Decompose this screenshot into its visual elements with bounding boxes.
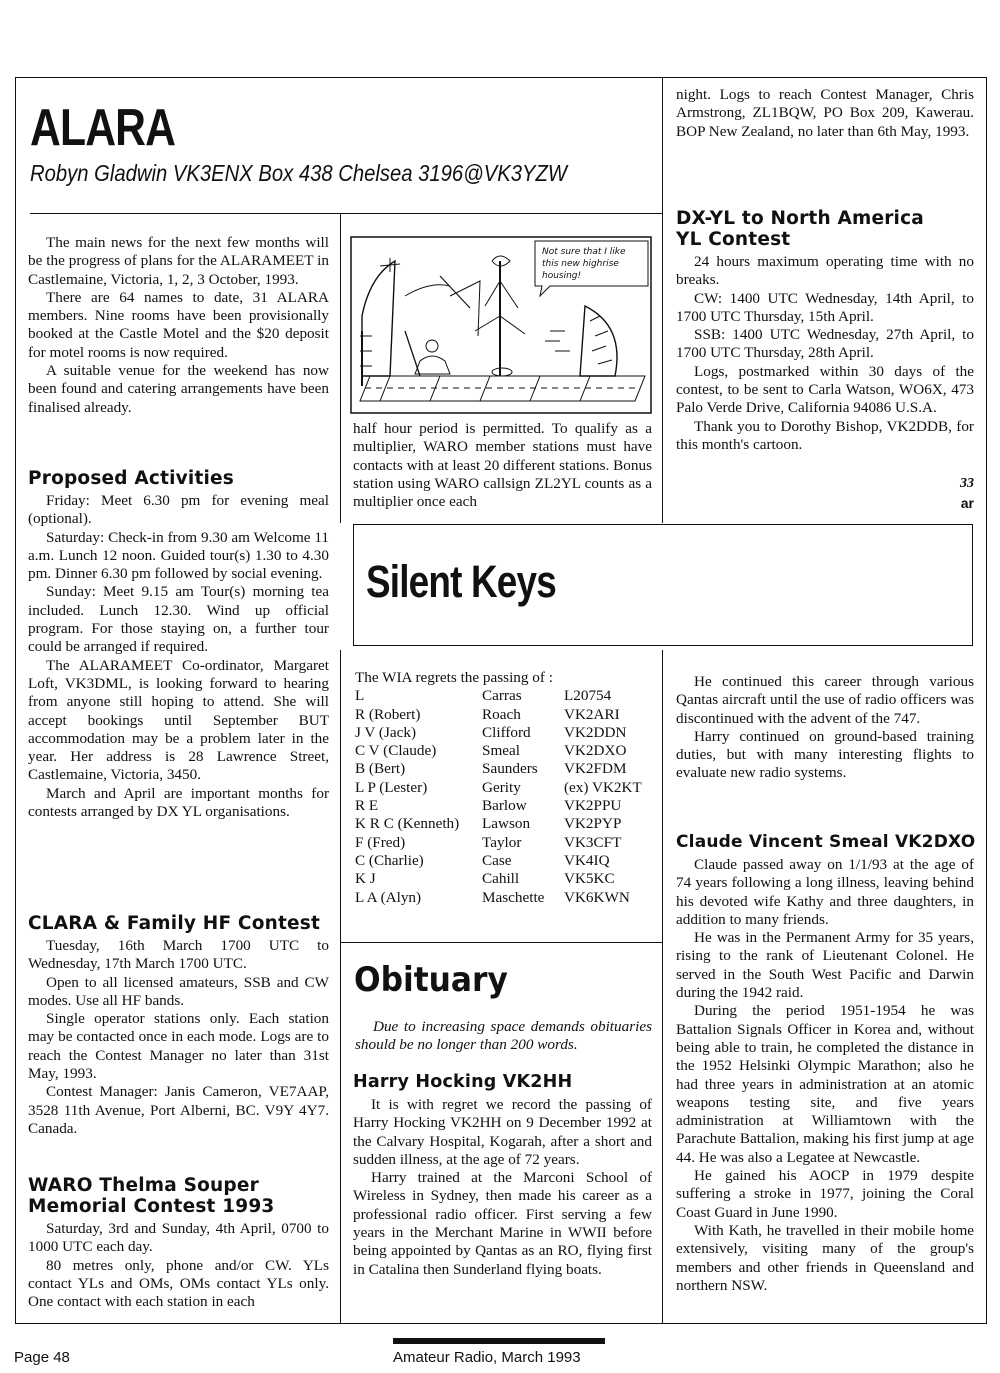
proposed-paragraph: Saturday: Check-in from 9.30 am Welcome 11 a.m. Lunch 12 noon. Guided tour(s) 1.30 to 4.30 pm. Dinner 6.30 pm followed by social evening.: [28, 528, 329, 583]
dxyl-paragraph: Thank you to Dorothy Bishop, VK2DDB, for this month's cartoon.: [676, 417, 974, 453]
silent-keys-table: [355, 687, 654, 907]
obituary-divider: [340, 942, 662, 943]
silent-key-call: VK2FDM: [564, 760, 627, 778]
silent-key-surname: Cahill: [482, 870, 520, 888]
column-rule-2b: [662, 650, 663, 1323]
claude-paragraph: He was in the Permanent Army for 35 years, rising to the rank of Lieutenant Colonel. He served in the South West Pacific and Darwin during the 1942 raid.: [676, 929, 974, 1002]
silent-key-row: [355, 852, 654, 870]
clara-paragraph: Tuesday, 16th March 1700 UTC to Wednesday, 17th March 1700 UTC.: [28, 937, 329, 973]
waro-paragraph: 80 metres only, phone and/or CW. YLs contact YLs and OMs, OMs contact YLs only. One contact with each station in each: [28, 1256, 329, 1311]
silent-key-call: VK2DXO: [564, 742, 627, 760]
silent-keys-list: [355, 669, 655, 907]
column-right-waro: [676, 86, 974, 141]
silent-key-row: [355, 724, 654, 742]
silent-key-call: VK2PPU: [564, 797, 622, 815]
silent-key-given: C (Charlie): [355, 851, 424, 869]
silent-key-surname: Saunders: [482, 760, 538, 778]
proposed-paragraph: March and April are important months for contests arranged by DX YL organisations.: [28, 784, 329, 821]
silent-key-row: [355, 815, 654, 833]
alara-paragraph: A suitable venue for the weekend has now been found and catering arrangements have been finalised already.: [28, 362, 329, 416]
silent-key-call: VK2DDN: [564, 723, 627, 741]
claude-paragraph: With Kath, he travelled in their mobile home extensively, visiting many of the group's members and other friends in Queensland and northern NSW.: [676, 1221, 974, 1294]
dxyl-paragraph: Logs, postmarked within 30 days of the contest, to be sent to Carla Watson, WO6X, 473 Palo Verde Drive, California 94086 U.S.A.: [676, 362, 974, 417]
claude-paragraph: He gained his AOCP in 1979 despite suffering a stroke in 1977, joining the Coral Coast Guard in June 1990.: [676, 1167, 974, 1221]
silent-key-row: [355, 889, 654, 907]
silent-key-given: C V (Claude): [355, 742, 437, 760]
harry-section: [353, 1072, 652, 1279]
magazine-issue: Amateur Radio, March 1993: [393, 1349, 581, 1366]
harry-heading: Harry Hocking VK2HH: [353, 1072, 573, 1092]
harry-continued-paragraph: He continued this career through various Qantas aircraft until the use of radio officers was discontinued with the advent of the 747.: [676, 673, 974, 727]
column-left-top: [28, 234, 329, 417]
waro-continued2: night. Logs to reach Contest Manager, Chris Armstrong, ZL1BQW, PO Box 209, Kawerau. BOP New Zealand, no later than 6th May, 1993.: [676, 86, 974, 140]
claude-paragraph: During the period 1951-1954 he was Battalion Signals Officer in Korea and, without being able to train, he completed the distance in the 1952 Helsinki Olympic Marathon; also he had three years in administration at an atomic weapons testing site, and five years administration at Williamtown with the Parachute Battalion, making his first jump at age 44. He was also a Legatee at Newcastle.: [676, 1002, 974, 1166]
silent-key-given: R (Robert): [355, 705, 421, 723]
obituary-title: Obituary: [354, 960, 508, 1000]
column-rule-1b: [340, 650, 341, 1323]
claude-section: [676, 832, 974, 1295]
harry-paragraph: Harry trained at the Marconi School of Wireless in Sydney, then made his career as a professional radio officer. First serving a few years in the Merchant Marine in WWII before being appointed by Qantas as an RO, flying first in Catalina then Sunderland flying boats.: [353, 1169, 652, 1278]
silent-key-call: (ex) VK2KT: [564, 778, 642, 796]
silent-key-given: L A (Alyn): [355, 888, 422, 906]
proposed-paragraph: Friday: Meet 6.30 pm for evening meal (optional).: [28, 492, 329, 528]
claude-paragraph: Claude passed away on 1/1/93 at the age of 74 years following a long illness, leaving behind his devoted wife Kathy and three daughters, in addition to many friends.: [676, 856, 974, 928]
harry-continued: [676, 673, 974, 783]
alara-title: ALARA: [30, 99, 176, 157]
harry-paragraph: It is with regret we record the passing of Harry Hocking VK2HH on 9 December 1992 at the Calvary Hospital, Kogarah, after a short and sudden illness, at the age of 72 years.: [353, 1096, 652, 1168]
column-rule-2: [662, 78, 663, 523]
silent-key-surname: Gerity: [482, 778, 521, 796]
waro-continued: half hour period is permitted. To qualify as a multiplier, WARO member stations must have contacts with at least 20 different stations. Bonus station using WARO callsign ZL2YL counts as a multiplier once each: [353, 420, 652, 511]
dxyl-heading-line1: DX-YL to North America: [676, 208, 924, 229]
continuation-page-ref: 33: [960, 476, 974, 491]
silent-key-call: VK3CFT: [564, 833, 622, 851]
silent-key-surname: Clifford: [482, 723, 531, 741]
column-left-clara: [28, 913, 329, 1138]
waro-heading-line1: WARO Thelma Souper: [28, 1175, 259, 1196]
silent-key-given: J V (Jack): [355, 723, 417, 741]
silent-key-given: K J: [355, 870, 376, 888]
silent-key-surname: Case: [482, 851, 512, 869]
silent-key-given: L: [355, 687, 365, 705]
alara-paragraph: The main news for the next few months will be the progress of plans for the ALARAMEET in Castlemaine, Victoria, 1, 2, 3 October, 1993.: [28, 234, 329, 288]
waro-paragraph: Saturday, 3rd and Sunday, 4th April, 0700 to 1000 UTC each day.: [28, 1220, 329, 1256]
alara-paragraph: There are 64 names to date, 31 ALARA members. Nine rooms have been provisionally booked at the Castle Motel and the $20 deposit for motel rooms is now required.: [28, 288, 329, 361]
silent-keys-intro: The WIA regrets the passing of :: [355, 669, 553, 686]
silent-key-surname: Maschette: [482, 888, 545, 906]
silent-key-given: F (Fred): [355, 833, 406, 851]
silent-key-surname: Barlow: [482, 797, 527, 815]
silent-key-given: R E: [355, 797, 379, 815]
silent-key-row: [355, 779, 654, 797]
column-left-proposed: [28, 468, 329, 821]
dxyl-paragraph: 24 hours maximum operating time with no breaks.: [676, 253, 974, 289]
silent-key-surname: Taylor: [482, 833, 522, 851]
title-divider: [30, 213, 662, 214]
silent-key-row: [355, 834, 654, 852]
silent-key-call: VK2PYP: [564, 815, 622, 833]
dxyl-heading-line2: YL Contest: [676, 229, 791, 250]
cartoon-caption: Not sure that I like this new highrise housing!: [542, 247, 626, 281]
clara-paragraph: Contest Manager: Janis Cameron, VE7AAP, 3528 11th Avenue, Port Alberni, BC. V9Y 4Y7. Canada.: [28, 1083, 329, 1137]
silent-key-given: B (Bert): [355, 760, 406, 778]
clara-paragraph: Single operator stations only. Each station may be contacted once in each mode. Logs are to reach the Contest Manager no later than 31st May, 1993.: [28, 1010, 329, 1083]
silent-key-given: K R C (Kenneth): [355, 815, 460, 833]
silent-key-surname: Carras: [482, 687, 522, 705]
dxyl-paragraph: SSB: 1400 UTC Wednesday, 27th April, to 1700 UTC Thursday, 28th April.: [676, 326, 974, 362]
clara-heading: CLARA & Family HF Contest: [28, 913, 321, 934]
page-number: Page 48: [14, 1349, 70, 1366]
column-middle-waro: [353, 420, 652, 511]
end-mark: ar: [960, 495, 974, 511]
silent-key-surname: Roach: [482, 705, 521, 723]
alara-byline: Robyn Gladwin VK3ENX Box 438 Chelsea 3196@VK3YZW: [30, 160, 567, 186]
column-right-dxyl: [676, 208, 974, 454]
proposed-heading: Proposed Activities: [28, 468, 234, 489]
silent-key-row: [355, 870, 654, 888]
clara-paragraph: Open to all licensed amateurs, SSB and CW modes. Use all HF bands.: [28, 973, 329, 1009]
proposed-paragraph: Sunday: Meet 9.15 am Tour(s) morning tea included. Lunch 12.30. Wind up official program. For those staying on, a further tour could be arranged if required.: [28, 583, 329, 656]
claude-heading: Claude Vincent Smeal VK2DXO: [676, 832, 976, 852]
silent-key-call: VK4IQ: [564, 851, 610, 869]
column-rule-1: [340, 213, 341, 523]
silent-key-row: [355, 706, 654, 724]
silent-key-call: VK5KC: [564, 870, 615, 888]
silent-key-call: VK6KWN: [564, 888, 630, 906]
silent-key-row: [355, 797, 654, 815]
silent-key-call: VK2ARI: [564, 705, 620, 723]
obituary-note: [355, 1018, 652, 1055]
waro-heading-line2: Memorial Contest 1993: [28, 1196, 275, 1217]
silent-key-surname: Smeal: [482, 742, 520, 760]
proposed-paragraph: The ALARAMEET Co-ordinator, Margaret Loft, VK3DML, is looking forward to hearing from anyone still hoping to attend. She will accept bookings until September BUT accommodation may be a problem later in the year. Her address is 28 Lawrence Street, Castlemaine, Victoria, 3450.: [28, 656, 329, 784]
dxyl-paragraph: CW: 1400 UTC Wednesday, 14th April, to 1700 UTC Thursday, 15th April.: [676, 289, 974, 325]
silent-key-surname: Lawson: [482, 815, 531, 833]
column-left-waro: [28, 1175, 329, 1311]
obituary-note-text: Due to increasing space demands obituaries should be no longer than 200 words.: [355, 1018, 652, 1054]
harry-continued-paragraph: Harry continued on ground-based training duties, but with many interesting flights to evaluate new radio systems.: [676, 727, 974, 782]
silent-keys-title: Silent Keys: [366, 556, 556, 607]
silent-key-row: [355, 687, 654, 705]
silent-key-row: [355, 760, 654, 778]
silent-key-row: [355, 742, 654, 760]
silent-key-call: L20754: [564, 687, 612, 705]
footer-bar: [393, 1338, 605, 1344]
cartoon: [350, 236, 652, 414]
silent-key-given: L P (Lester): [355, 778, 428, 796]
